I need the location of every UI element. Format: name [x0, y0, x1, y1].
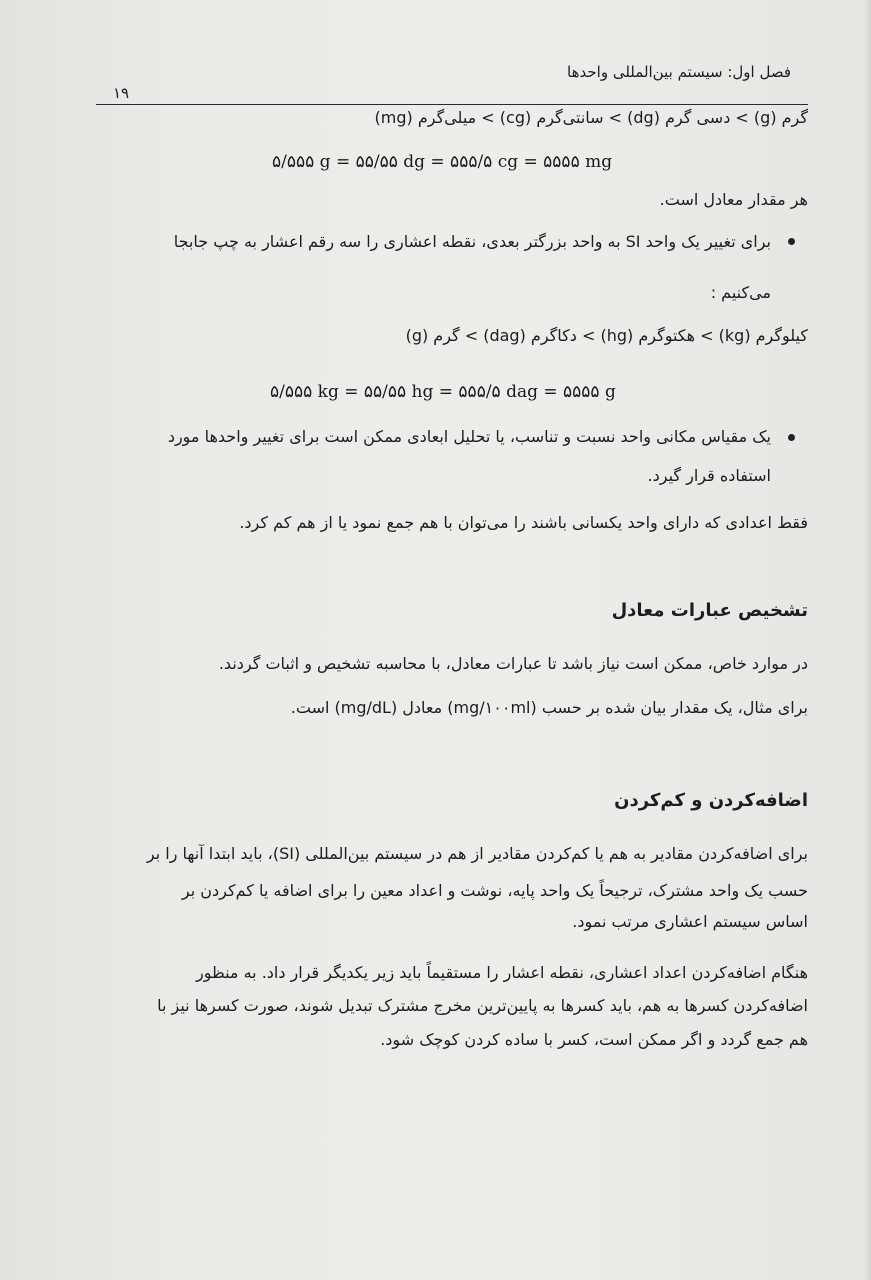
gram-equation: ۵/۵۵۵ g = ۵۵/۵۵ dg = ۵۵۵/۵ cg = ۵۵۵۵ mg — [272, 152, 613, 172]
bullet2-line2: استفاده قرار گیرد. — [647, 466, 771, 485]
bullet-point — [788, 238, 795, 245]
section1-paragraph2: برای مثال، یک مقدار بیان شده بر حسب (mg/۱۰۰ml) معادل (mg/dL) است. — [290, 698, 808, 717]
section2-p1-line2: حسب یک واحد مشترک، ترجیحاً یک واحد پایه، نوشت و اعداد معین را برای اضافه یا کم‌کردن بر — [181, 881, 808, 900]
page-number: ۱۹ — [113, 84, 130, 102]
equal-note: هر مقدار معادل است. — [659, 190, 808, 209]
section2-p1-line3: اساس سیستم اعشاری مرتب نمود. — [572, 912, 808, 931]
kilogram-order-line: کیلوگرم (kg) > هکتوگرم (hg) > دکاگرم (dag) > گرم (g) — [405, 326, 808, 345]
same-unit-note: فقط اعدادی که دارای واحد یکسانی باشند را می‌توان با هم جمع نمود یا از هم کم کرد. — [239, 513, 808, 532]
section2-p2-line1: هنگام اضافه‌کردن اعداد اعشاری، نقطه اعشار را مستقیماً باید زیر یکدیگر قرار داد. به منظور — [195, 963, 808, 982]
bullet-point — [788, 434, 795, 441]
bullet1-line1: برای تغییر یک واحد SI به واحد بزرگتر بعدی، نقطه اعشاری را سه رقم اعشار به چپ جابجا — [173, 232, 771, 251]
running-header-title: فصل اول: سیستم بین‌المللی واحدها — [567, 63, 791, 81]
section-heading-equivalent-expressions: تشخیص عبارات معادل — [611, 600, 808, 621]
section2-p2-line2: اضافه‌کردن کسرها به هم، باید کسرها به پایین‌ترین مخرج مشترک تبدیل شوند، صورت کسرها نیز با — [157, 996, 808, 1015]
section-heading-adding-subtracting: اضافه‌کردن و کم‌کردن — [614, 790, 808, 811]
section2-p2-line3: هم جمع گردد و اگر ممکن است، کسر با ساده کردن کوچک شود. — [380, 1030, 808, 1049]
gram-order-line: گرم (g) > دسی گرم (dg) > سانتی‌گرم (cg) > میلی‌گرم (mg) — [374, 108, 808, 127]
bullet1-line2: می‌کنیم : — [710, 283, 771, 302]
bullet2-line1: یک مقیاس مکانی واحد نسبت و تناسب، یا تحلیل ابعادی ممکن است برای تغییر واحدها مورد — [167, 427, 771, 446]
section2-p1-line1: برای اضافه‌کردن مقادیر به هم یا کم‌کردن مقادیر از هم در سیستم بین‌المللی (SI)، باید ابتدا آنها را بر — [146, 844, 808, 863]
kilogram-equation: ۵/۵۵۵ kg = ۵۵/۵۵ hg = ۵۵۵/۵ dag = ۵۵۵۵ g — [270, 382, 616, 402]
section1-paragraph1: در موارد خاص، ممکن است نیاز باشد تا عبارات معادل، با محاسبه تشخیص و اثبات گردند. — [218, 654, 808, 673]
